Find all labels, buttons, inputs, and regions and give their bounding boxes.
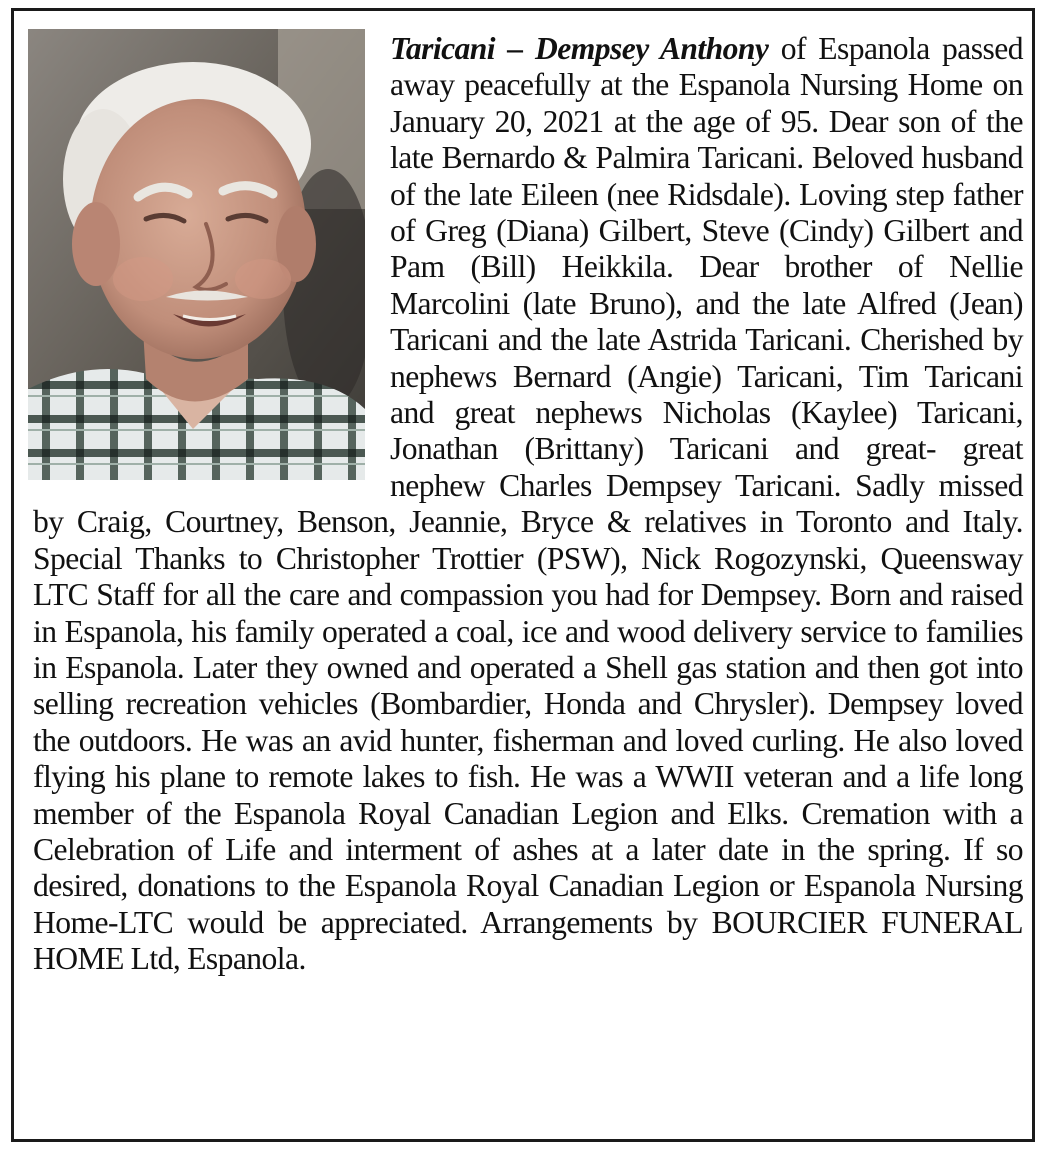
photo-spacer [33,31,390,503]
deceased-name: Taricani – Dempsey Anthony [390,31,769,66]
obituary-body: of Espanola passed away peacefully at the Espanola Nursing Home on January 20, 2021 at the age of 95. Dear son of the late Bernardo & Palmira Taricani. Beloved husband of the late Eileen (nee Ridsdale). Loving step father of Greg (Diana) Gilbert, Steve (Cindy) Gilbert and Pam (Bill) Heikkila. Dear brother of Nellie Marcolini (late Bruno), and the late Alfred (Jean) Taricani and the late Astrida Taricani. Cherished by nephews Bernard (Angie) Taricani, Tim Taricani and great nephews Nicholas (Kaylee) Taricani, Jonathan (Brittany) Taricani and great- great nephew Charles Dempsey Taricani. Sadly missed by Craig, Courtney, Benson, Jeannie, Bryce & relatives in Toronto and Italy. Special Thanks to Christopher Trottier (PSW), Nick Rogozynski, Queensway LTC Staff for all the care and compassion you had for Dempsey. Born and raised in Espanola, his family operated a coal, ice and wood delivery service to families in Espanola. Later they owned and operated a Shell gas station and then got into selling recreation vehicles (Bombardier, Honda and Chrysler). Dempsey loved the outdoors. He was an avid hunter, fisherman and loved curling. He also loved flying his plane to remote lakes to fish. He was a WWII veteran and a life long member of the Espanola Royal Canadian Legion and Elks. Cremation with a Celebration of Life and interment of ashes at a later date in the spring. If so desired, donations to the Espanola Royal Canadian Legion or Espanola Nursing Home-LTC would be appreciated. Arrangements by BOURCIER FUNERAL HOME Ltd, Espanola. [33,31,1023,977]
obituary-text [33,31,1023,978]
